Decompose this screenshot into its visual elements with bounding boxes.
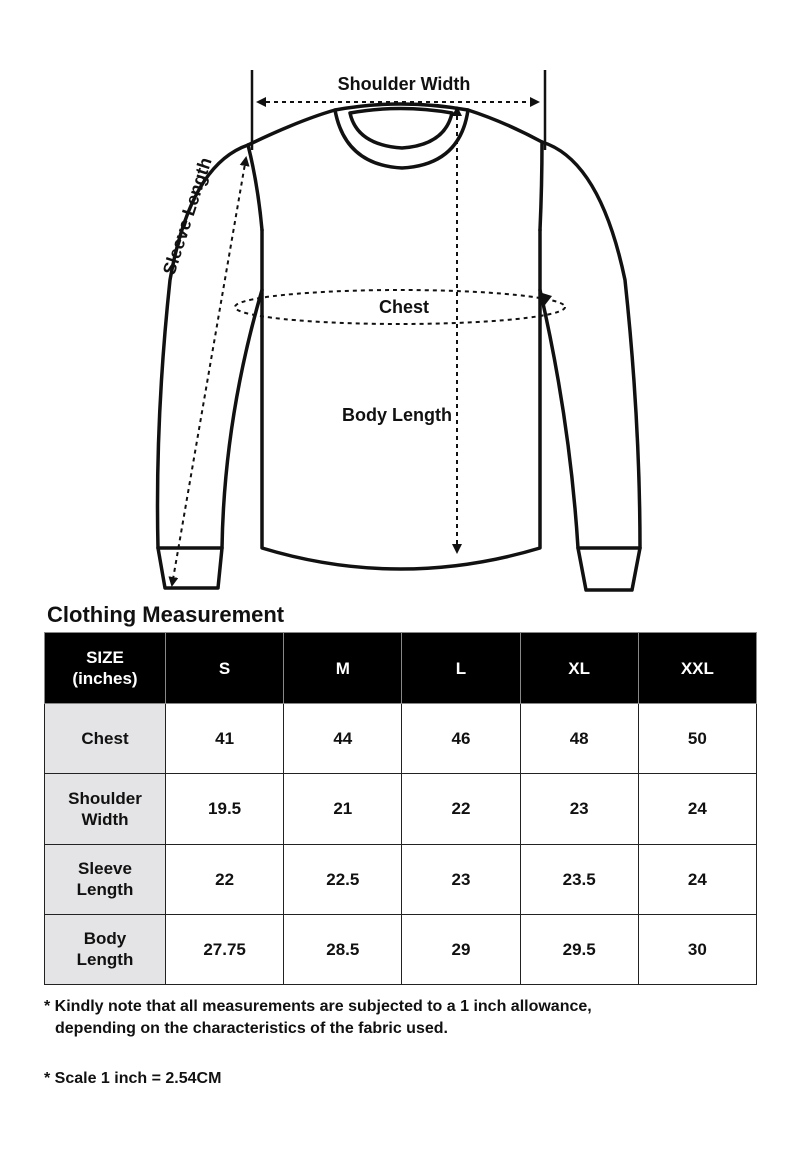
row-label-line1: Sleeve	[78, 859, 132, 879]
table-cell: 29.5	[520, 914, 638, 984]
table-cell: 19.5	[166, 774, 284, 844]
allowance-note	[44, 996, 764, 1040]
sweater-body-outline	[262, 230, 540, 569]
table-cell: 23	[520, 774, 638, 844]
table-cell: 46	[402, 704, 520, 774]
sweater-left-sleeve	[158, 145, 263, 548]
allowance-note-line1: * Kindly note that all measurements are subjected to a 1 inch allowance,	[44, 998, 592, 1015]
allowance-note-line2: depending on the characteristics of the fabric used.	[55, 1020, 448, 1037]
table-title: Clothing Measurement	[47, 602, 285, 627]
sweater-shoulder-left	[248, 110, 335, 145]
sweater-left-armhole	[248, 145, 262, 230]
table-row-sleeve-length	[45, 844, 757, 914]
size-header-xl: XL	[520, 633, 638, 704]
size-chart-table	[44, 632, 757, 985]
row-label-line1: Body	[83, 929, 127, 949]
table-header-row	[45, 633, 757, 704]
table-cell: 29	[402, 914, 520, 984]
sweater-collar-inner	[350, 109, 452, 149]
table-cell: 22.5	[284, 844, 402, 914]
sweater-right-cuff	[578, 548, 640, 590]
sweater-right-armhole	[540, 142, 542, 230]
size-column-header	[45, 633, 166, 704]
row-label-chest: Chest	[45, 704, 166, 774]
shoulder-width-label: Shoulder Width	[337, 74, 471, 94]
body-length-label: Body Length	[342, 405, 452, 425]
row-label-body-length	[45, 914, 166, 984]
row-label-line2: Length	[76, 950, 134, 970]
table-cell: 21	[284, 774, 402, 844]
row-label-shoulder-width	[45, 774, 166, 844]
size-header-l: L	[402, 633, 520, 704]
sleeve-length-label: Sleeve Length	[158, 155, 216, 278]
table-row-shoulder-width	[45, 774, 757, 844]
table-cell: 28.5	[284, 914, 402, 984]
table-cell: 24	[638, 844, 756, 914]
table-cell: 24	[638, 774, 756, 844]
size-header-m: M	[284, 633, 402, 704]
size-header-line2: (inches)	[72, 669, 138, 688]
sweater-right-sleeve	[540, 142, 640, 548]
table-cell: 23	[402, 844, 520, 914]
table-cell: 22	[166, 844, 284, 914]
table-cell: 41	[166, 704, 284, 774]
table-cell: 23.5	[520, 844, 638, 914]
table-cell: 22	[402, 774, 520, 844]
scale-note: * Scale 1 inch = 2.54CM	[44, 1070, 222, 1087]
table-cell: 44	[284, 704, 402, 774]
table-row-body-length	[45, 914, 757, 984]
table-row-chest	[45, 704, 757, 774]
table-cell: 48	[520, 704, 638, 774]
row-label-line2: Width	[81, 809, 129, 829]
size-header-s: S	[166, 633, 284, 704]
table-cell: 27.75	[166, 914, 284, 984]
row-label-sleeve-length	[45, 844, 166, 914]
chest-label: Chest	[378, 297, 430, 317]
table-cell: 30	[638, 914, 756, 984]
row-label-line2: Length	[76, 880, 134, 900]
table-cell: 50	[638, 704, 756, 774]
size-header-line1: SIZE	[86, 648, 124, 667]
row-label-line1: Shoulder	[68, 788, 142, 808]
size-header-xxl: XXL	[638, 633, 756, 704]
sweater-left-cuff	[158, 548, 222, 588]
sweater-shoulder-right	[468, 110, 542, 142]
